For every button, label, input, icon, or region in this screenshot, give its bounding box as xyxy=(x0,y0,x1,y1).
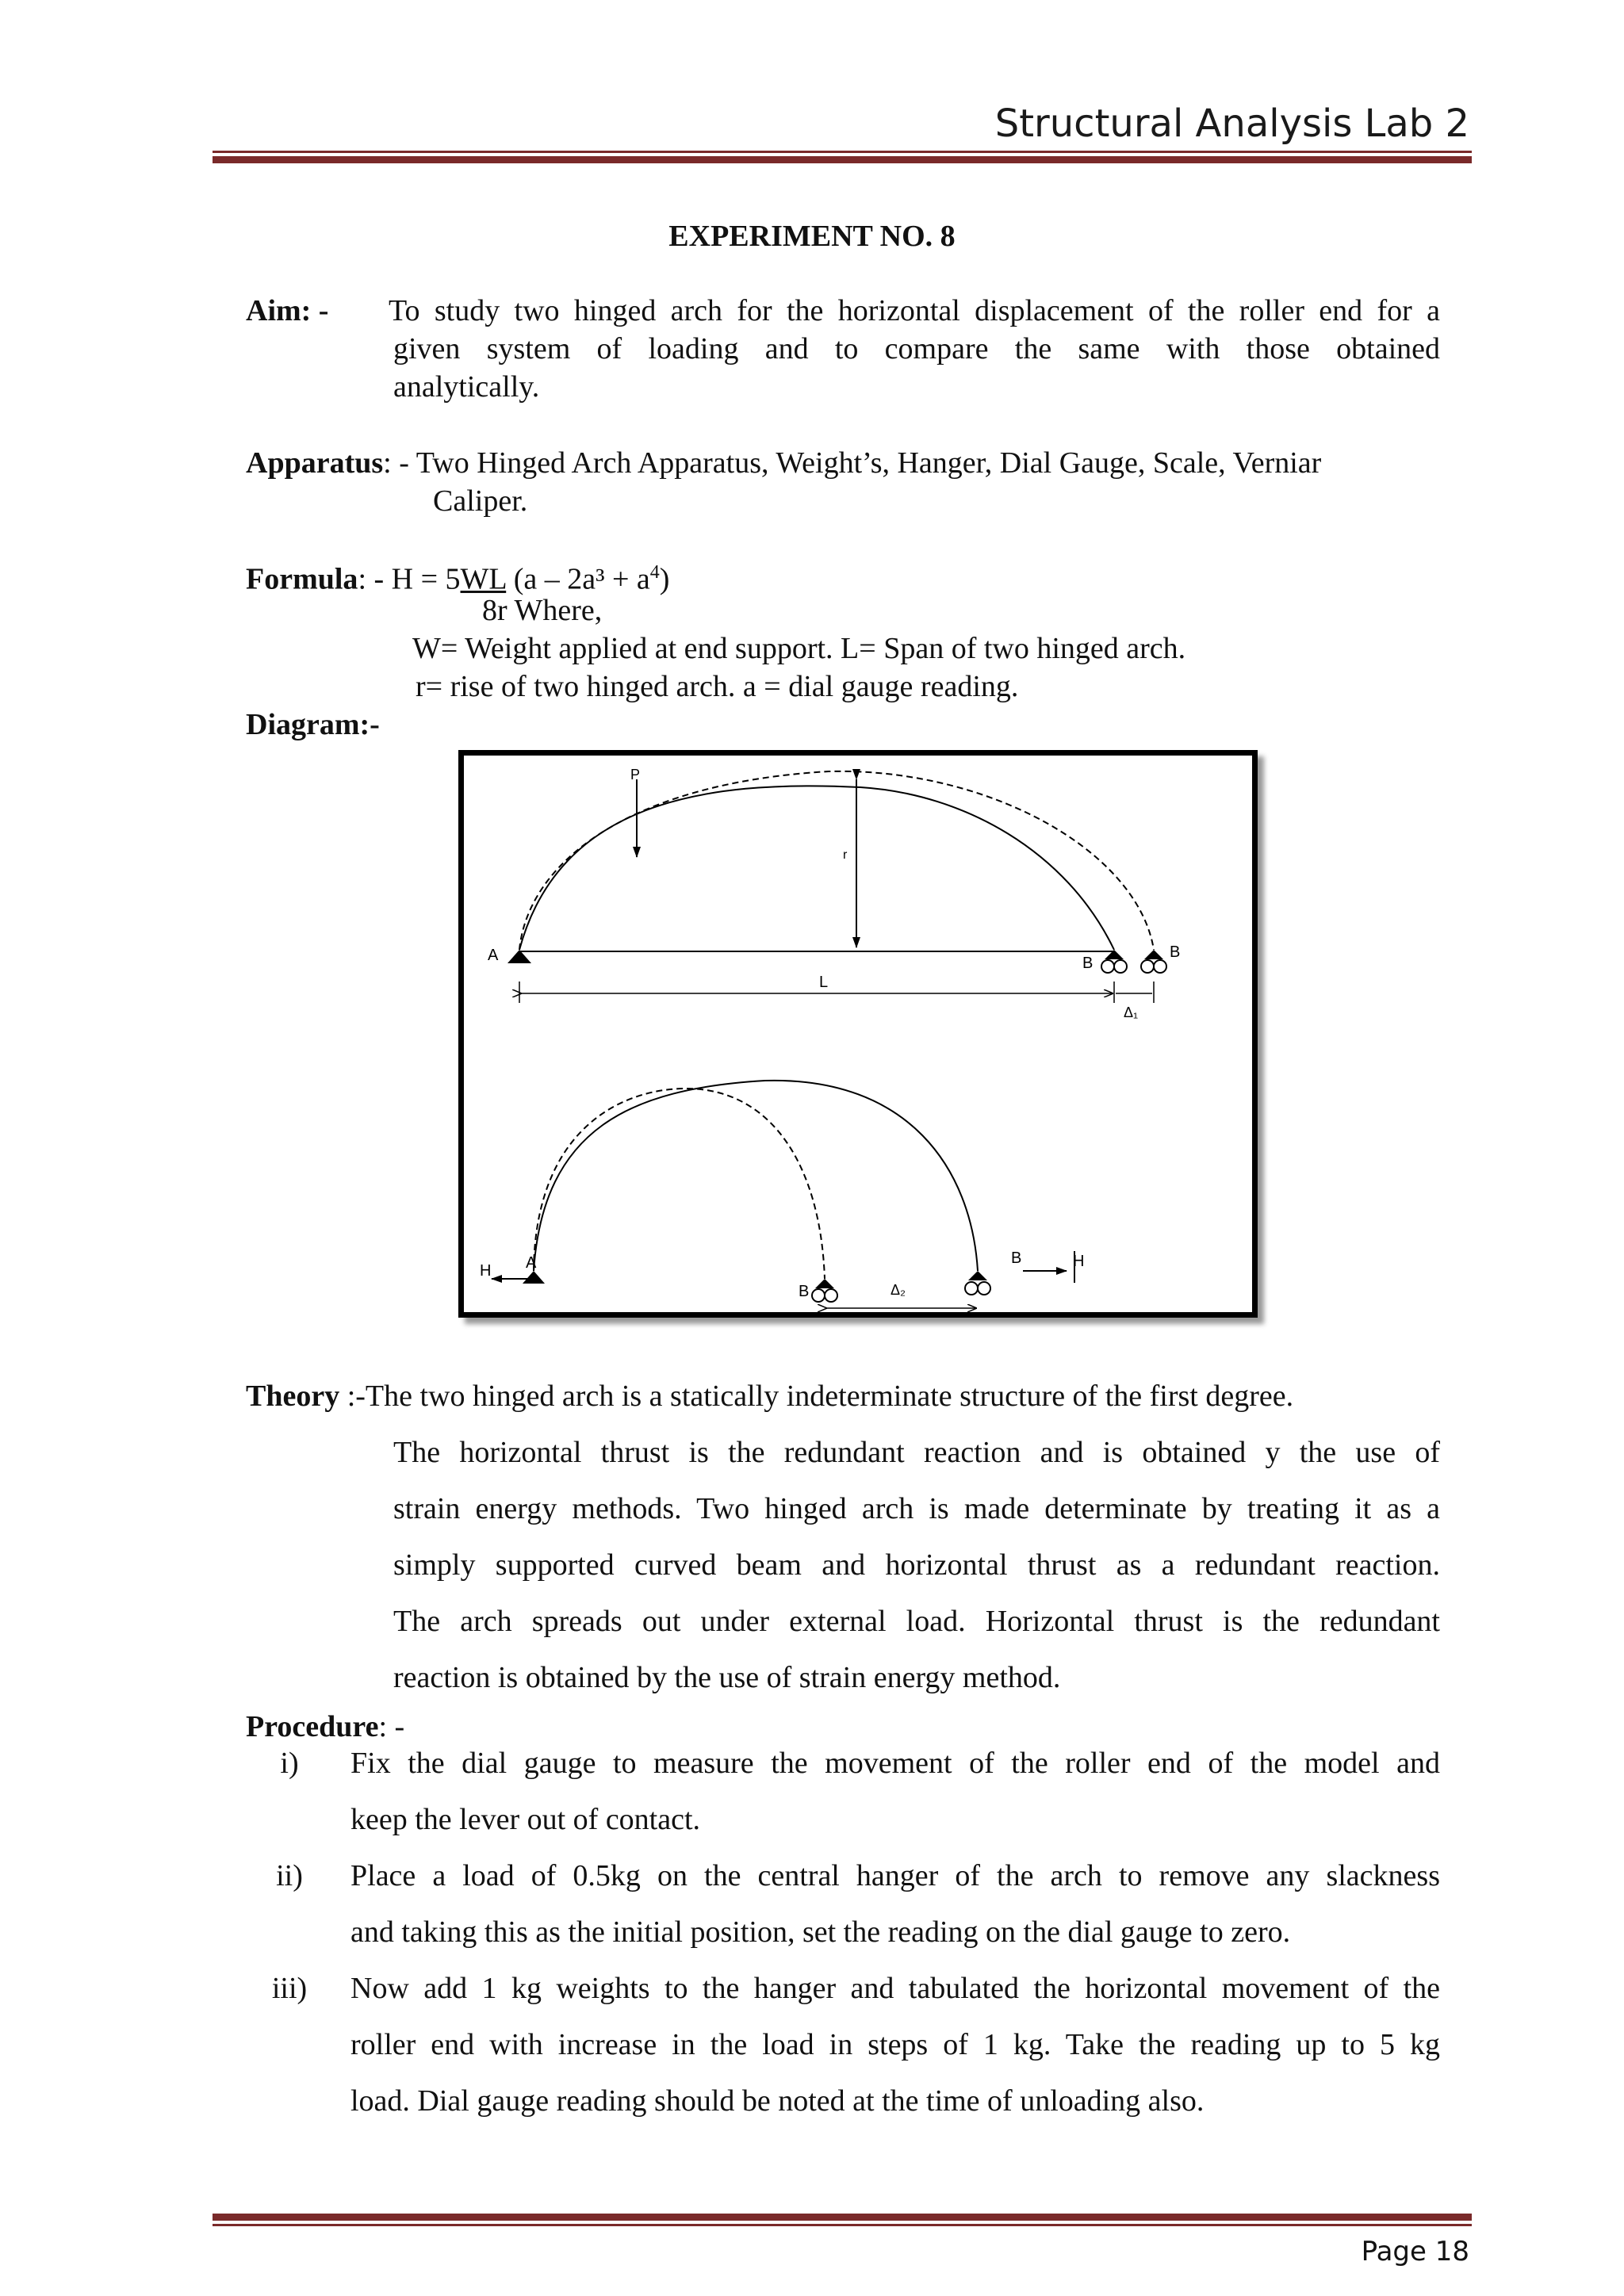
formula-line-4: r= rise of two hinged arch. a = dial gauge reading. xyxy=(416,670,1019,703)
upper-label-b1: B xyxy=(1082,955,1094,972)
rise-label: r xyxy=(843,848,848,862)
lower-roller-b1-wheel-2 xyxy=(825,1289,837,1302)
theory-label: Theory xyxy=(246,1380,340,1413)
procedure-num-1: i) xyxy=(280,1747,299,1780)
arch-diagram xyxy=(458,750,1258,1318)
experiment-title: EXPERIMENT NO. 8 xyxy=(668,220,956,253)
procedure-2-line-2: and taking this as the initial position, set the reading on the dial gauge to zero. xyxy=(350,1915,1291,1949)
formula-exponent: 4 xyxy=(649,562,660,583)
apparatus-text-1: Two Hinged Arch Apparatus, Weight’s, Hanger, Dial Gauge, Scale, Verniar xyxy=(416,446,1322,480)
delta2-label: Δ₂ xyxy=(891,1282,906,1298)
lower-support-a xyxy=(523,1271,545,1284)
header-title: Structural Analysis Lab 2 xyxy=(994,101,1469,146)
procedure-text-1 xyxy=(350,1735,1440,1848)
apparatus-line-1 xyxy=(246,444,1440,482)
theory-first: :-The two hinged arch is a statically indeterminate structure of the first degree. xyxy=(339,1380,1294,1413)
procedure-label: Procedure xyxy=(246,1710,379,1743)
upper-roller-b1-wheel-1 xyxy=(1101,960,1114,973)
lower-arch-solid xyxy=(534,1081,978,1271)
theory-line-1 xyxy=(246,1368,1440,1425)
procedure-text-2 xyxy=(350,1848,1440,1961)
lower-label-b2: B xyxy=(1011,1249,1022,1267)
procedure-item-1 xyxy=(246,1735,1440,1848)
aim-line-3: analytically. xyxy=(393,370,540,404)
aim-line-2: given system of loading and to compare the same with those obtained xyxy=(393,332,1440,365)
formula-prefix: : - H = 5 xyxy=(358,562,461,596)
footer-rule-thin xyxy=(213,2224,1472,2226)
upper-roller-b2-wheel-2 xyxy=(1154,960,1166,973)
lower-roller-b1-wheel-1 xyxy=(812,1289,825,1302)
aim-line-1: To study two hinged arch for the horizontal displacement of the roller end for a xyxy=(389,294,1440,327)
aim-label: Aim: - xyxy=(246,294,329,327)
formula-line-3: W= Weight applied at end support. L= Span of two hinged arch. xyxy=(412,632,1186,665)
header-rule-thick xyxy=(213,156,1472,163)
formula-line-2: 8r Where, xyxy=(482,594,603,627)
lower-roller-b2-triangle xyxy=(968,1271,987,1280)
theory-line-2: The horizontal thrust is the redundant reaction and is obtained y the use of xyxy=(393,1436,1440,1469)
upper-label-a: A xyxy=(488,947,499,964)
diagram-label: Diagram:- xyxy=(246,708,380,741)
apparatus-sep: : - xyxy=(383,446,409,480)
apparatus-line-2: Caliper. xyxy=(433,484,528,518)
footer-rule-thick xyxy=(213,2214,1472,2221)
header-rule-thin xyxy=(213,151,1472,153)
procedure-1-line-1: Fix the dial gauge to measure the movement of the roller end of the model and xyxy=(350,1747,1440,1780)
lower-roller-b2-wheel-2 xyxy=(978,1282,990,1295)
upper-arch-dashed xyxy=(519,771,1154,950)
lower-label-a: A xyxy=(526,1254,537,1272)
apparatus-label: Apparatus xyxy=(246,446,384,480)
lower-arch-dashed xyxy=(534,1089,825,1279)
page-number: Page 18 xyxy=(1361,2236,1469,2267)
upper-roller-b1-wheel-2 xyxy=(1114,960,1127,973)
procedure-sep: : - xyxy=(378,1710,405,1743)
upper-label-b2: B xyxy=(1170,943,1181,961)
upper-arch-solid xyxy=(519,786,1114,950)
formula-label: Formula xyxy=(246,562,358,596)
procedure-2-line-1: Place a load of 0.5kg on the central hanger of the arch to remove any slackness xyxy=(350,1859,1440,1892)
procedure-num-3: iii) xyxy=(271,1972,308,2005)
delta1-label: Δ₁ xyxy=(1124,1004,1139,1020)
theory-line-6: reaction is obtained by the use of strain energy method. xyxy=(393,1661,1061,1694)
procedure-text-3 xyxy=(350,1961,1440,2130)
lower-roller-b2-wheel-1 xyxy=(965,1282,978,1295)
formula-numerator: WL xyxy=(460,562,507,596)
lower-roller-b1-triangle xyxy=(815,1279,834,1288)
arch-diagram-svg xyxy=(464,756,1252,1312)
formula-line-1 xyxy=(246,553,669,599)
theory-line-5: The arch spreads out under external load. Horizontal thrust is the redundant xyxy=(393,1605,1440,1638)
procedure-num-2: ii) xyxy=(276,1859,303,1892)
thrust-label-right: H xyxy=(1073,1253,1085,1270)
procedure-3-line-3: load. Dial gauge reading should be noted at the time of unloading also. xyxy=(350,2084,1205,2118)
procedure-3-line-1: Now add 1 kg weights to the hanger and tabulated the horizontal movement of the xyxy=(350,1972,1440,2005)
formula-rest-a: (a – 2a³ + a xyxy=(506,562,650,596)
procedure-item-2 xyxy=(246,1848,1440,1961)
procedure-3-line-2: roller end with increase in the load in steps of 1 kg. Take the reading up to 5 kg xyxy=(350,2028,1440,2061)
procedure-1-line-2: keep the lever out of contact. xyxy=(350,1803,701,1836)
upper-roller-b2-wheel-1 xyxy=(1141,960,1154,973)
upper-roller-b2-triangle xyxy=(1144,950,1163,959)
theory-line-3: strain energy methods. Two hinged arch is made determinate by treating it as a xyxy=(393,1492,1440,1525)
procedure-item-3 xyxy=(246,1961,1440,2130)
load-label: P xyxy=(630,767,641,783)
span-label: L xyxy=(819,974,829,991)
thrust-label-left: H xyxy=(480,1262,492,1280)
theory-line-4: simply supported curved beam and horizontal thrust as a redundant reaction. xyxy=(393,1548,1440,1582)
lower-label-b1: B xyxy=(799,1283,810,1300)
formula-rest-b: ) xyxy=(659,562,670,596)
